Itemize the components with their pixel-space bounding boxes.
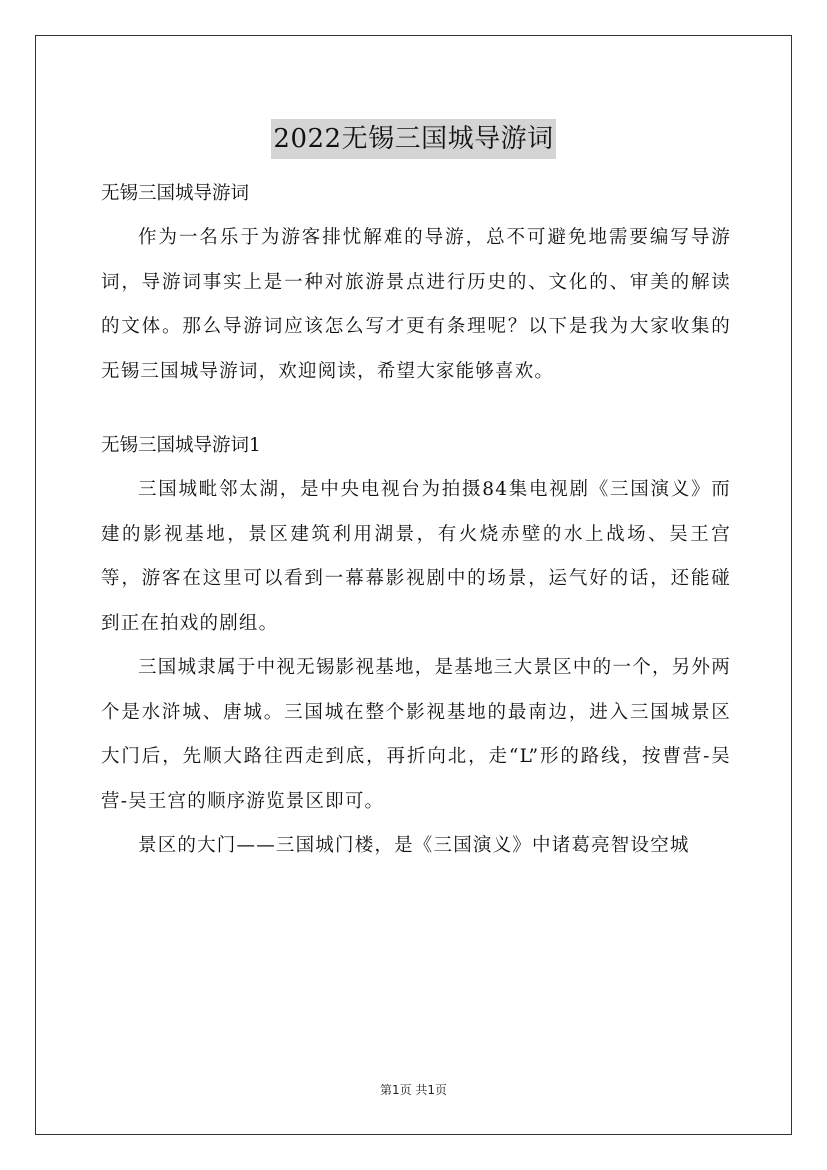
body-paragraph-2: 三国城隶属于中视无锡影视基地，是基地三大景区中的一个，另外两个是水浒城、唐城。三国城在整个影视基地的最南边，进入三国城景区大门后，先顺大路往西走到底，再折向北，走“L”形的路线，按曹营-吴营-吴王宫的顺序游览景区即可。 [101, 657, 731, 812]
body-paragraph-3: 景区的大门——三国城门楼，是《三国演义》中诸葛亮智设空城 [138, 835, 690, 856]
document-body [101, 172, 731, 869]
body-paragraph-1: 三国城毗邻太湖，是中央电视台为拍摄84集电视剧《三国演义》而建的影视基地，景区建筑利用湖景，有火烧赤壁的水上战场、吴王宫等，游客在这里可以看到一幕幕影视剧中的场景，运气好的话，还能碰到正在拍戏的剧组。 [101, 479, 731, 634]
document-subtitle: 无锡三国城导游词 [101, 183, 250, 204]
section-spacer [101, 394, 731, 424]
page-footer: 第1页 共1页 [379, 1083, 448, 1097]
section-heading: 无锡三国城导游词1 [101, 435, 261, 456]
title-container [0, 102, 827, 177]
document-title: 2022无锡三国城导游词 [271, 119, 555, 159]
intro-paragraph: 作为一名乐于为游客排忧解难的导游，总不可避免地需要编写导游词，导游词事实上是一种对旅游景点进行历史的、文化的、审美的解读的文体。那么导游词应该怎么写才更有条理呢？以下是我为大家收集的无锡三国城导游词，欢迎阅读，希望大家能够喜欢。 [101, 227, 731, 382]
